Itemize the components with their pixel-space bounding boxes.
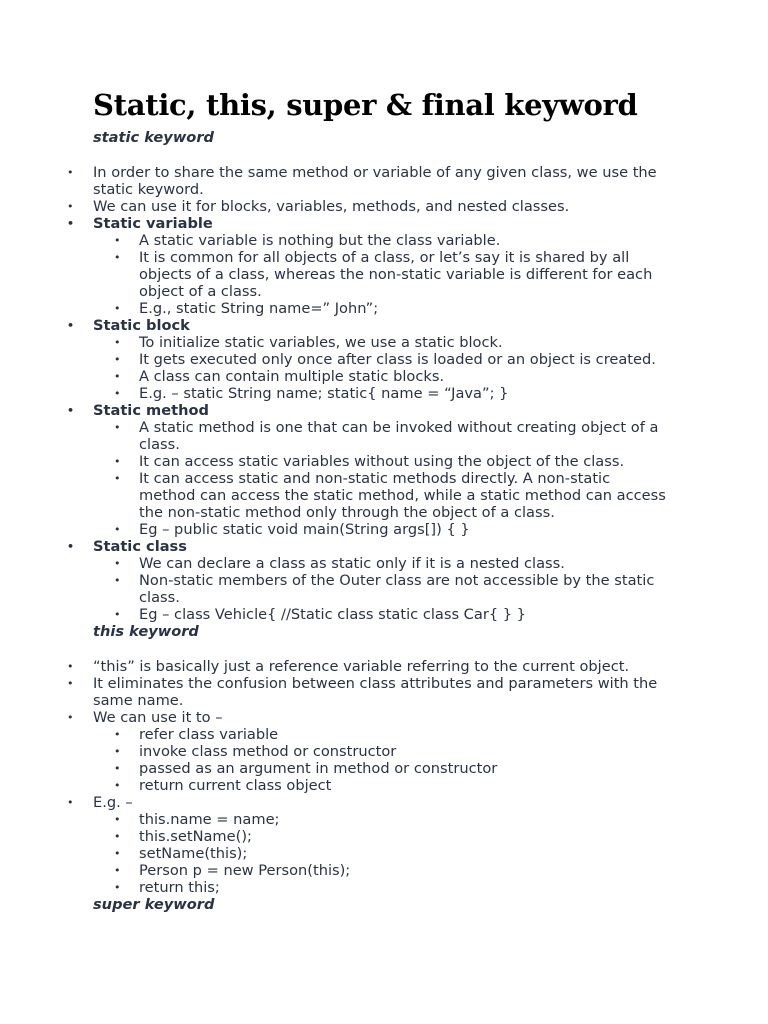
this-keyword-heading: this keyword [93, 623, 199, 640]
list-item: • E.g., static String name=” John”; [0, 300, 768, 317]
list-item: • this.setName(); [0, 828, 768, 845]
list-item: • Eg – class Vehicle{ //Static class static class Car{ } } [0, 606, 768, 623]
list-item: • Person p = new Person(this); [0, 862, 768, 879]
list-item: • It is common for all objects of a class, or let’s say it is shared by all objects of a class, whereas the non-static variable is different for each object of a class. [0, 249, 768, 300]
static-keyword-list [0, 164, 768, 623]
list-item: • “this” is basically just a reference variable referring to the current object. [0, 658, 768, 675]
document-title: Static, this, super & final keyword [93, 88, 638, 122]
this-keyword-list [0, 658, 768, 896]
list-item: • A static method is one that can be invoked without creating object of a class. [0, 419, 768, 453]
list-item: • passed as an argument in method or constructor [0, 760, 768, 777]
list-item: • refer class variable [0, 726, 768, 743]
list-item: • It gets executed only once after class is loaded or an object is created. [0, 351, 768, 368]
static-block-heading: • Static block [0, 317, 768, 334]
list-item: • We can declare a class as static only if it is a nested class. [0, 555, 768, 572]
spacer [0, 146, 768, 164]
list-item: • return this; [0, 879, 768, 896]
list-item: • E.g. – [0, 794, 768, 811]
list-item: • setName(this); [0, 845, 768, 862]
list-item: • In order to share the same method or variable of any given class, we use the static keyword. [0, 164, 768, 198]
list-item: • Non-static members of the Outer class are not accessible by the static class. [0, 572, 768, 606]
list-item: • It can access static and non-static methods directly. A non-static method can access the static method, while a static method can access the non-static method only through the object of a class. [0, 470, 768, 521]
list-item: • this.name = name; [0, 811, 768, 828]
super-keyword-heading: super keyword [93, 896, 215, 913]
document-body [0, 129, 768, 913]
static-variable-heading: • Static variable [0, 215, 768, 232]
list-item: • We can use it to – [0, 709, 768, 726]
static-class-heading: • Static class [0, 538, 768, 555]
static-keyword-heading: static keyword [93, 129, 214, 146]
list-item: • Eg – public static void main(String args[]) { } [0, 521, 768, 538]
list-item: • We can use it for blocks, variables, methods, and nested classes. [0, 198, 768, 215]
list-item: • A static variable is nothing but the class variable. [0, 232, 768, 249]
list-item: • It can access static variables without using the object of the class. [0, 453, 768, 470]
spacer [0, 640, 768, 658]
list-item: • It eliminates the confusion between class attributes and parameters with the same name. [0, 675, 768, 709]
list-item: • A class can contain multiple static blocks. [0, 368, 768, 385]
list-item: • To initialize static variables, we use a static block. [0, 334, 768, 351]
list-item: • invoke class method or constructor [0, 743, 768, 760]
static-method-heading: • Static method [0, 402, 768, 419]
list-item: • return current class object [0, 777, 768, 794]
list-item: • E.g. – static String name; static{ name = “Java”; } [0, 385, 768, 402]
